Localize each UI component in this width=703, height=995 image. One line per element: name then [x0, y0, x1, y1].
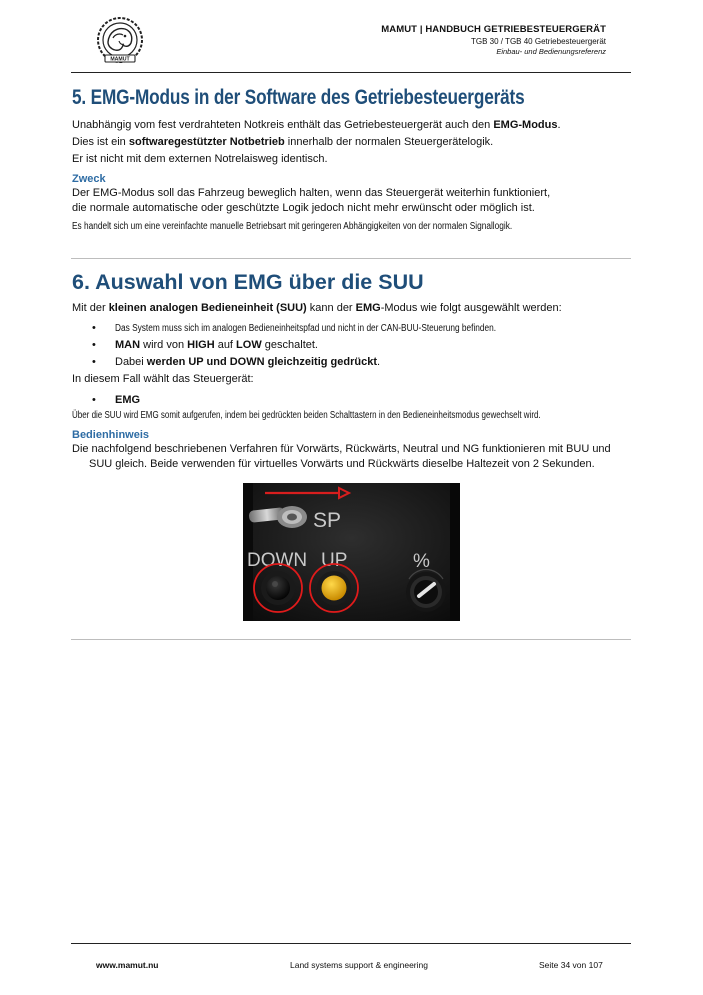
text-run: .: [377, 356, 381, 368]
bedienhinweis-subheading: Bedienhinweis: [72, 429, 150, 441]
header-subtitle-2: Einbau- und Bedienungsreferenz: [496, 47, 606, 56]
logo-text: MAMUT: [110, 56, 130, 63]
section-5-heading: 5. EMG-Modus in der Software des Getriebesteuergeräts: [72, 86, 525, 109]
up-button: [317, 571, 351, 605]
list-item: [72, 320, 634, 337]
section-5-paragraph-2: [72, 134, 634, 151]
emphasis: HIGH: [187, 339, 215, 351]
emphasis: kleinen analogen Bedieneinheit (SUU): [108, 302, 307, 314]
zweck-paragraph-1: Der EMG-Modus soll das Fahrzeug beweglich halten, wenn das Steuergerät weiterhin funktioniert,: [72, 187, 551, 199]
section-6-heading: 6. Auswahl von EMG über die SUU: [72, 270, 424, 294]
percent-knob: [406, 570, 446, 612]
section-5-paragraph-3: Er ist nicht mit dem externen Notrelaisweg identisch.: [72, 153, 328, 165]
section-5: [72, 86, 634, 234]
text-run: auf: [214, 339, 237, 351]
mamut-logo: [95, 16, 145, 66]
down-button: [261, 571, 295, 605]
result-list: [72, 392, 634, 409]
header-rule: [71, 72, 631, 73]
text-run: Das System muss sich im analogen Bedieneinheitspfad und nicht in der CAN-BUU-Steuerung befinden.: [115, 323, 497, 334]
emphasis: LOW: [236, 339, 262, 351]
text-run: geschaltet.: [261, 339, 318, 351]
sp-label: SP: [313, 509, 342, 532]
bedienhinweis-text: Die nachfolgend beschriebenen Verfahren für Vorwärts, Rückwärts, Neutral und NG funktionieren mit BUU und SUU gleich. Beide verwenden für virtuelles Vorwärts und Rückwärts dieselbe Haltezeit von 2 Sekunden.: [72, 443, 611, 470]
text-run: wird von: [140, 339, 188, 351]
emphasis: EMG-Modus: [493, 119, 558, 131]
section-6-intro: [72, 300, 634, 317]
suu-panel-photo: [243, 483, 460, 621]
text-run: .: [557, 119, 561, 131]
section-5-paragraph-1: [72, 117, 634, 134]
list-item: [72, 354, 634, 371]
text-run: Dies ist ein: [72, 136, 129, 148]
header-subtitle: TGB 30 / TGB 40 Getriebesteuergerät: [470, 37, 606, 46]
text-run: Mit der: [72, 302, 109, 314]
text-run: Dabei: [115, 356, 147, 368]
section-6: [72, 270, 634, 472]
result-intro: In diesem Fall wählt das Steuergerät:: [72, 373, 254, 385]
footer-rule: [71, 943, 631, 944]
suu-note: Über die SUU wird EMG somit aufgerufen, indem bei gedrückten beiden Schalttastern in den Bedieneinheitsmodus gewechselt wird.: [72, 410, 541, 421]
zweck-paragraph-2: die normale automatische oder geschützte Logik jedoch nicht mehr erwünscht oder möglich ist.: [72, 202, 535, 214]
footer-website: www.mamut.nu: [96, 960, 159, 970]
footer-tagline: Land systems support & engineering: [290, 960, 428, 970]
zweck-note: Es handelt sich um eine vereinfachte manuelle Betriebsart mit geringeren Abhängigkeiten von der normalen Signallogik.: [72, 221, 513, 232]
emphasis: MAN: [115, 339, 141, 351]
emphasis: softwaregestützter Notbetrieb: [128, 136, 285, 148]
emphasis: werden UP und DOWN gleichzeitig gedrückt: [146, 356, 378, 368]
section-divider: [71, 258, 631, 259]
up-label: UP: [321, 550, 348, 571]
emphasis: EMG: [355, 302, 381, 314]
percent-label: %: [413, 551, 430, 572]
text-run: -Modus wie folgt ausgewählt werden:: [380, 302, 562, 314]
page-header: [381, 24, 606, 56]
emphasis: EMG: [115, 394, 141, 406]
down-label: DOWN: [247, 550, 308, 571]
condition-list: [72, 320, 634, 371]
zweck-subheading: Zweck: [72, 173, 106, 185]
footer-page-number: Seite 34 von 107: [539, 960, 603, 970]
text-run: kann der: [306, 302, 356, 314]
text-run: innerhalb der normalen Steuergerätelogik.: [284, 136, 494, 148]
header-title: MAMUT | HANDBUCH GETRIEBESTEUERGERÄT: [381, 24, 606, 35]
list-item: [72, 392, 634, 409]
text-run: Unabhängig vom fest verdrahteten Notkreis enthält das Getriebesteuergerät auch den: [72, 119, 494, 131]
end-divider: [71, 639, 631, 640]
list-item: [72, 337, 634, 354]
